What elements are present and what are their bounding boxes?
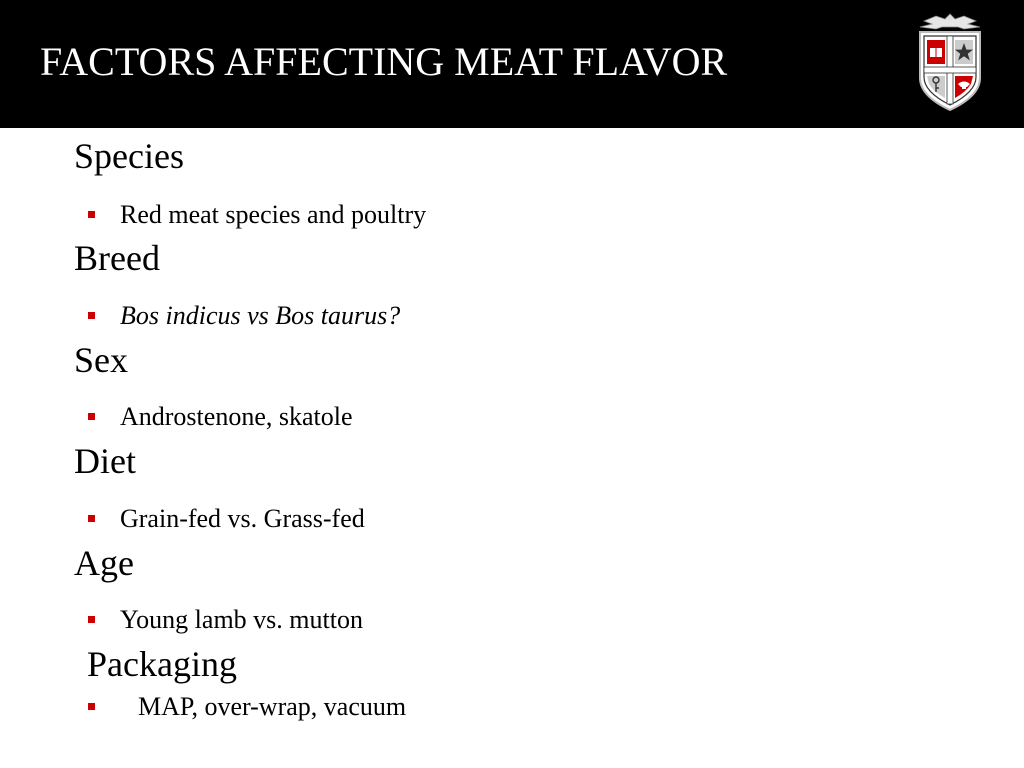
title-bar bbox=[0, 0, 1024, 128]
bullet-square-icon bbox=[88, 312, 95, 319]
slide-title: FACTORS AFFECTING MEAT FLAVOR bbox=[40, 39, 728, 84]
slide-body bbox=[0, 128, 1024, 768]
heading-sex: Sex bbox=[74, 340, 128, 380]
bullet-square-icon bbox=[88, 413, 95, 420]
bullet-square-icon bbox=[88, 616, 95, 623]
heading-age: Age bbox=[74, 543, 134, 583]
heading-packaging: Packaging bbox=[87, 644, 237, 684]
university-shield-logo-icon bbox=[912, 12, 988, 114]
bullet-text: Bos indicus vs Bos taurus? bbox=[120, 301, 401, 330]
bullet-square-icon bbox=[88, 211, 95, 218]
heading-species: Species bbox=[74, 136, 184, 176]
bullet-text: Young lamb vs. mutton bbox=[120, 605, 363, 634]
bullet-square-icon bbox=[88, 515, 95, 522]
bullet-text: Grain-fed vs. Grass-fed bbox=[120, 504, 365, 533]
bullet-text: Red meat species and poultry bbox=[120, 200, 427, 229]
heading-breed: Breed bbox=[74, 238, 160, 278]
bullet-text: MAP, over-wrap, vacuum bbox=[138, 692, 407, 721]
bullet-text: Androstenone, skatole bbox=[120, 402, 353, 431]
heading-diet: Diet bbox=[74, 441, 136, 481]
bullet-square-icon bbox=[88, 703, 95, 710]
